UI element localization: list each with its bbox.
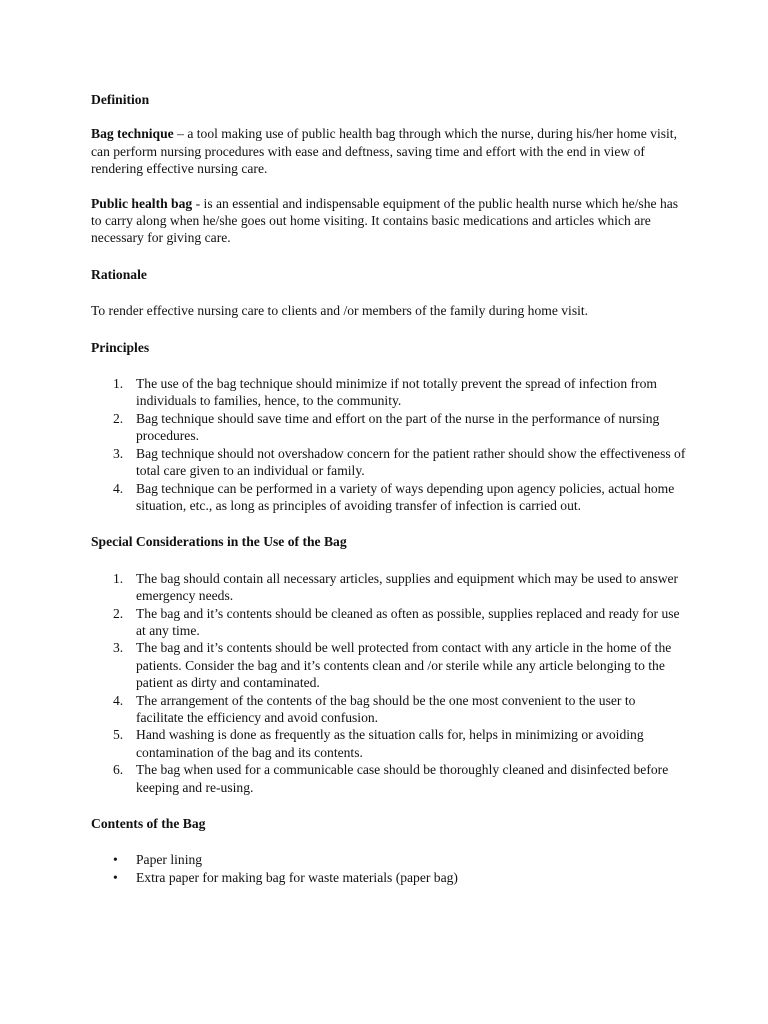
consideration-item	[91, 726, 686, 761]
principle-item	[91, 445, 686, 480]
principles-heading: Principles	[91, 339, 150, 355]
contents-item	[91, 869, 686, 886]
consideration-item	[91, 570, 686, 605]
bullet-icon: •	[113, 869, 118, 885]
principle-text: Bag technique should save time and effort on the part of the nurse in the performance of nursing procedures.	[136, 410, 660, 444]
contents-item-text: Paper lining	[136, 852, 203, 868]
principle-text: The use of the bag technique should minimize if not totally prevent the spread of infection from individuals to families, hence, to the community.	[136, 376, 657, 409]
principle-number: 1.	[113, 376, 124, 392]
consideration-number: 1.	[113, 570, 124, 586]
consideration-text: Hand washing is done as frequently as the situation calls for, helps in minimizing or avoiding contamination of the bag and its contents.	[136, 727, 644, 760]
consideration-text: The bag and it’s contents should be well protected from contact with any article in the home of the patients. Consider the bag and it’s contents clean and /or sterile while any article belonging to the patient as dirty and contaminated.	[136, 640, 672, 691]
public-health-bag-definition: - is an essential and indispensable equipment of the public health nurse which he/she has to carry along when he/she goes out home visiting. It contains basic medications and articles which are necessary for giving care.	[91, 195, 679, 246]
consideration-item	[91, 639, 686, 691]
bag-technique-term: Bag technique	[91, 126, 174, 142]
principle-text: Bag technique can be performed in a variety of ways depending upon agency policies, actual home situation, etc., as long as principles of avoiding transfer of infection is carried out.	[136, 480, 675, 513]
bag-technique-paragraph	[91, 125, 686, 177]
principle-item	[91, 375, 686, 410]
consideration-number: 2.	[113, 605, 124, 621]
rationale-text: To render effective nursing care to clients and /or members of the family during home visit.	[91, 303, 589, 319]
contents-heading: Contents of the Bag	[91, 816, 206, 831]
definition-heading: Definition	[91, 92, 150, 107]
consideration-text: The arrangement of the contents of the bag should be the one most convenient to the user to facilitate the efficiency and avoid confusion.	[136, 692, 636, 725]
contents-item	[91, 851, 686, 868]
principle-item	[91, 410, 686, 445]
consideration-number: 6.	[113, 762, 124, 778]
principles-list	[91, 375, 686, 514]
consideration-number: 5.	[113, 727, 124, 743]
consideration-item	[91, 605, 686, 640]
contents-list	[91, 851, 686, 886]
consideration-number: 3.	[113, 640, 124, 656]
rationale-heading: Rationale	[91, 266, 147, 282]
bag-technique-definition: – a tool making use of public health bag through which the nurse, during his/her home visit, can perform nursing procedures with ease and deftness, saving time and effort with the end in view of rendering effective nursing care.	[91, 126, 677, 177]
consideration-text: The bag when used for a communicable case should be thoroughly cleaned and disinfected before keeping and re-using.	[136, 762, 669, 795]
document-page	[91, 91, 686, 886]
consideration-text: The bag and it’s contents should be cleaned as often as possible, supplies replaced and ready for use at any time.	[136, 605, 680, 638]
consideration-item	[91, 761, 686, 796]
consideration-number: 4.	[113, 692, 124, 708]
principle-item	[91, 480, 686, 515]
principle-text: Bag technique should not overshadow concern for the patient rather should show the effectiveness of total care given to an individual or family.	[136, 445, 686, 479]
public-health-bag-paragraph	[91, 195, 686, 247]
principle-number: 4.	[113, 480, 124, 496]
bullet-icon: •	[113, 852, 118, 868]
special-considerations-list	[91, 570, 686, 796]
public-health-bag-term: Public health bag	[91, 195, 193, 211]
principle-number: 2.	[113, 410, 124, 426]
special-considerations-heading: Special Considerations in the Use of the Bag	[91, 534, 347, 550]
consideration-item	[91, 692, 686, 727]
principle-number: 3.	[113, 445, 124, 461]
contents-item-text: Extra paper for making bag for waste materials (paper bag)	[136, 869, 458, 885]
consideration-text: The bag should contain all necessary articles, supplies and equipment which may be used to answer emergency needs.	[136, 570, 679, 604]
